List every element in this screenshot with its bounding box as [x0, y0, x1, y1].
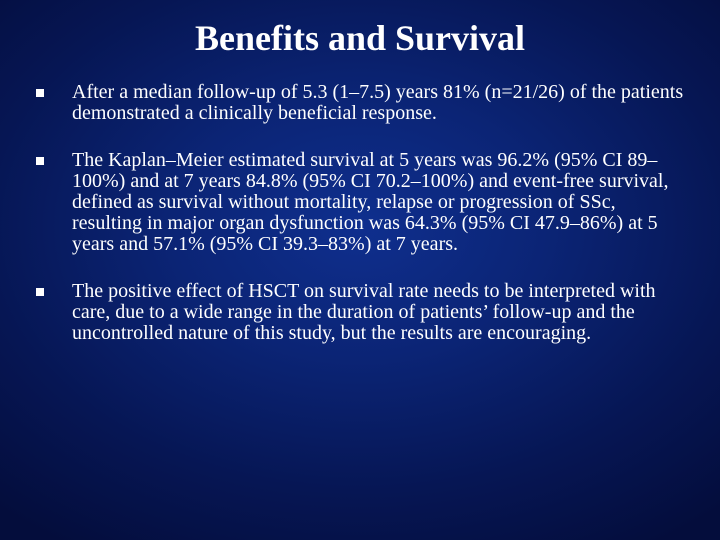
square-bullet-icon: [36, 89, 44, 97]
square-bullet-icon: [36, 288, 44, 296]
bullet-item: [36, 281, 686, 344]
bullet-list: [36, 82, 686, 370]
bullet-item: [36, 150, 686, 255]
square-bullet-icon: [36, 157, 44, 165]
bullet-text: After a median follow-up of 5.3 (1–7.5) years 81% (n=21/26) of the patients demonstrated a clinically beneficial response.: [72, 81, 684, 124]
bullet-item: [36, 82, 686, 124]
bullet-text: The positive effect of HSCT on survival rate needs to be interpreted with care, due to a wide range in the duration of patients’ follow-up and the uncontrolled nature of this study, but the results are encouraging.: [72, 280, 656, 344]
slide-title: Benefits and Survival: [194, 18, 526, 58]
bullet-text: The Kaplan–Meier estimated survival at 5 years was 96.2% (95% CI 89–100%) and at 7 years 84.8% (95% CI 70.2–100%) and event-free survival, defined as survival without mortality, relapse or progression of SSc, resulting in major organ dysfunction was 64.3% (95% CI 47.9–86%) at 5 years and 57.1% (95% CI 39.3–83%) at 7 years.: [72, 149, 669, 255]
